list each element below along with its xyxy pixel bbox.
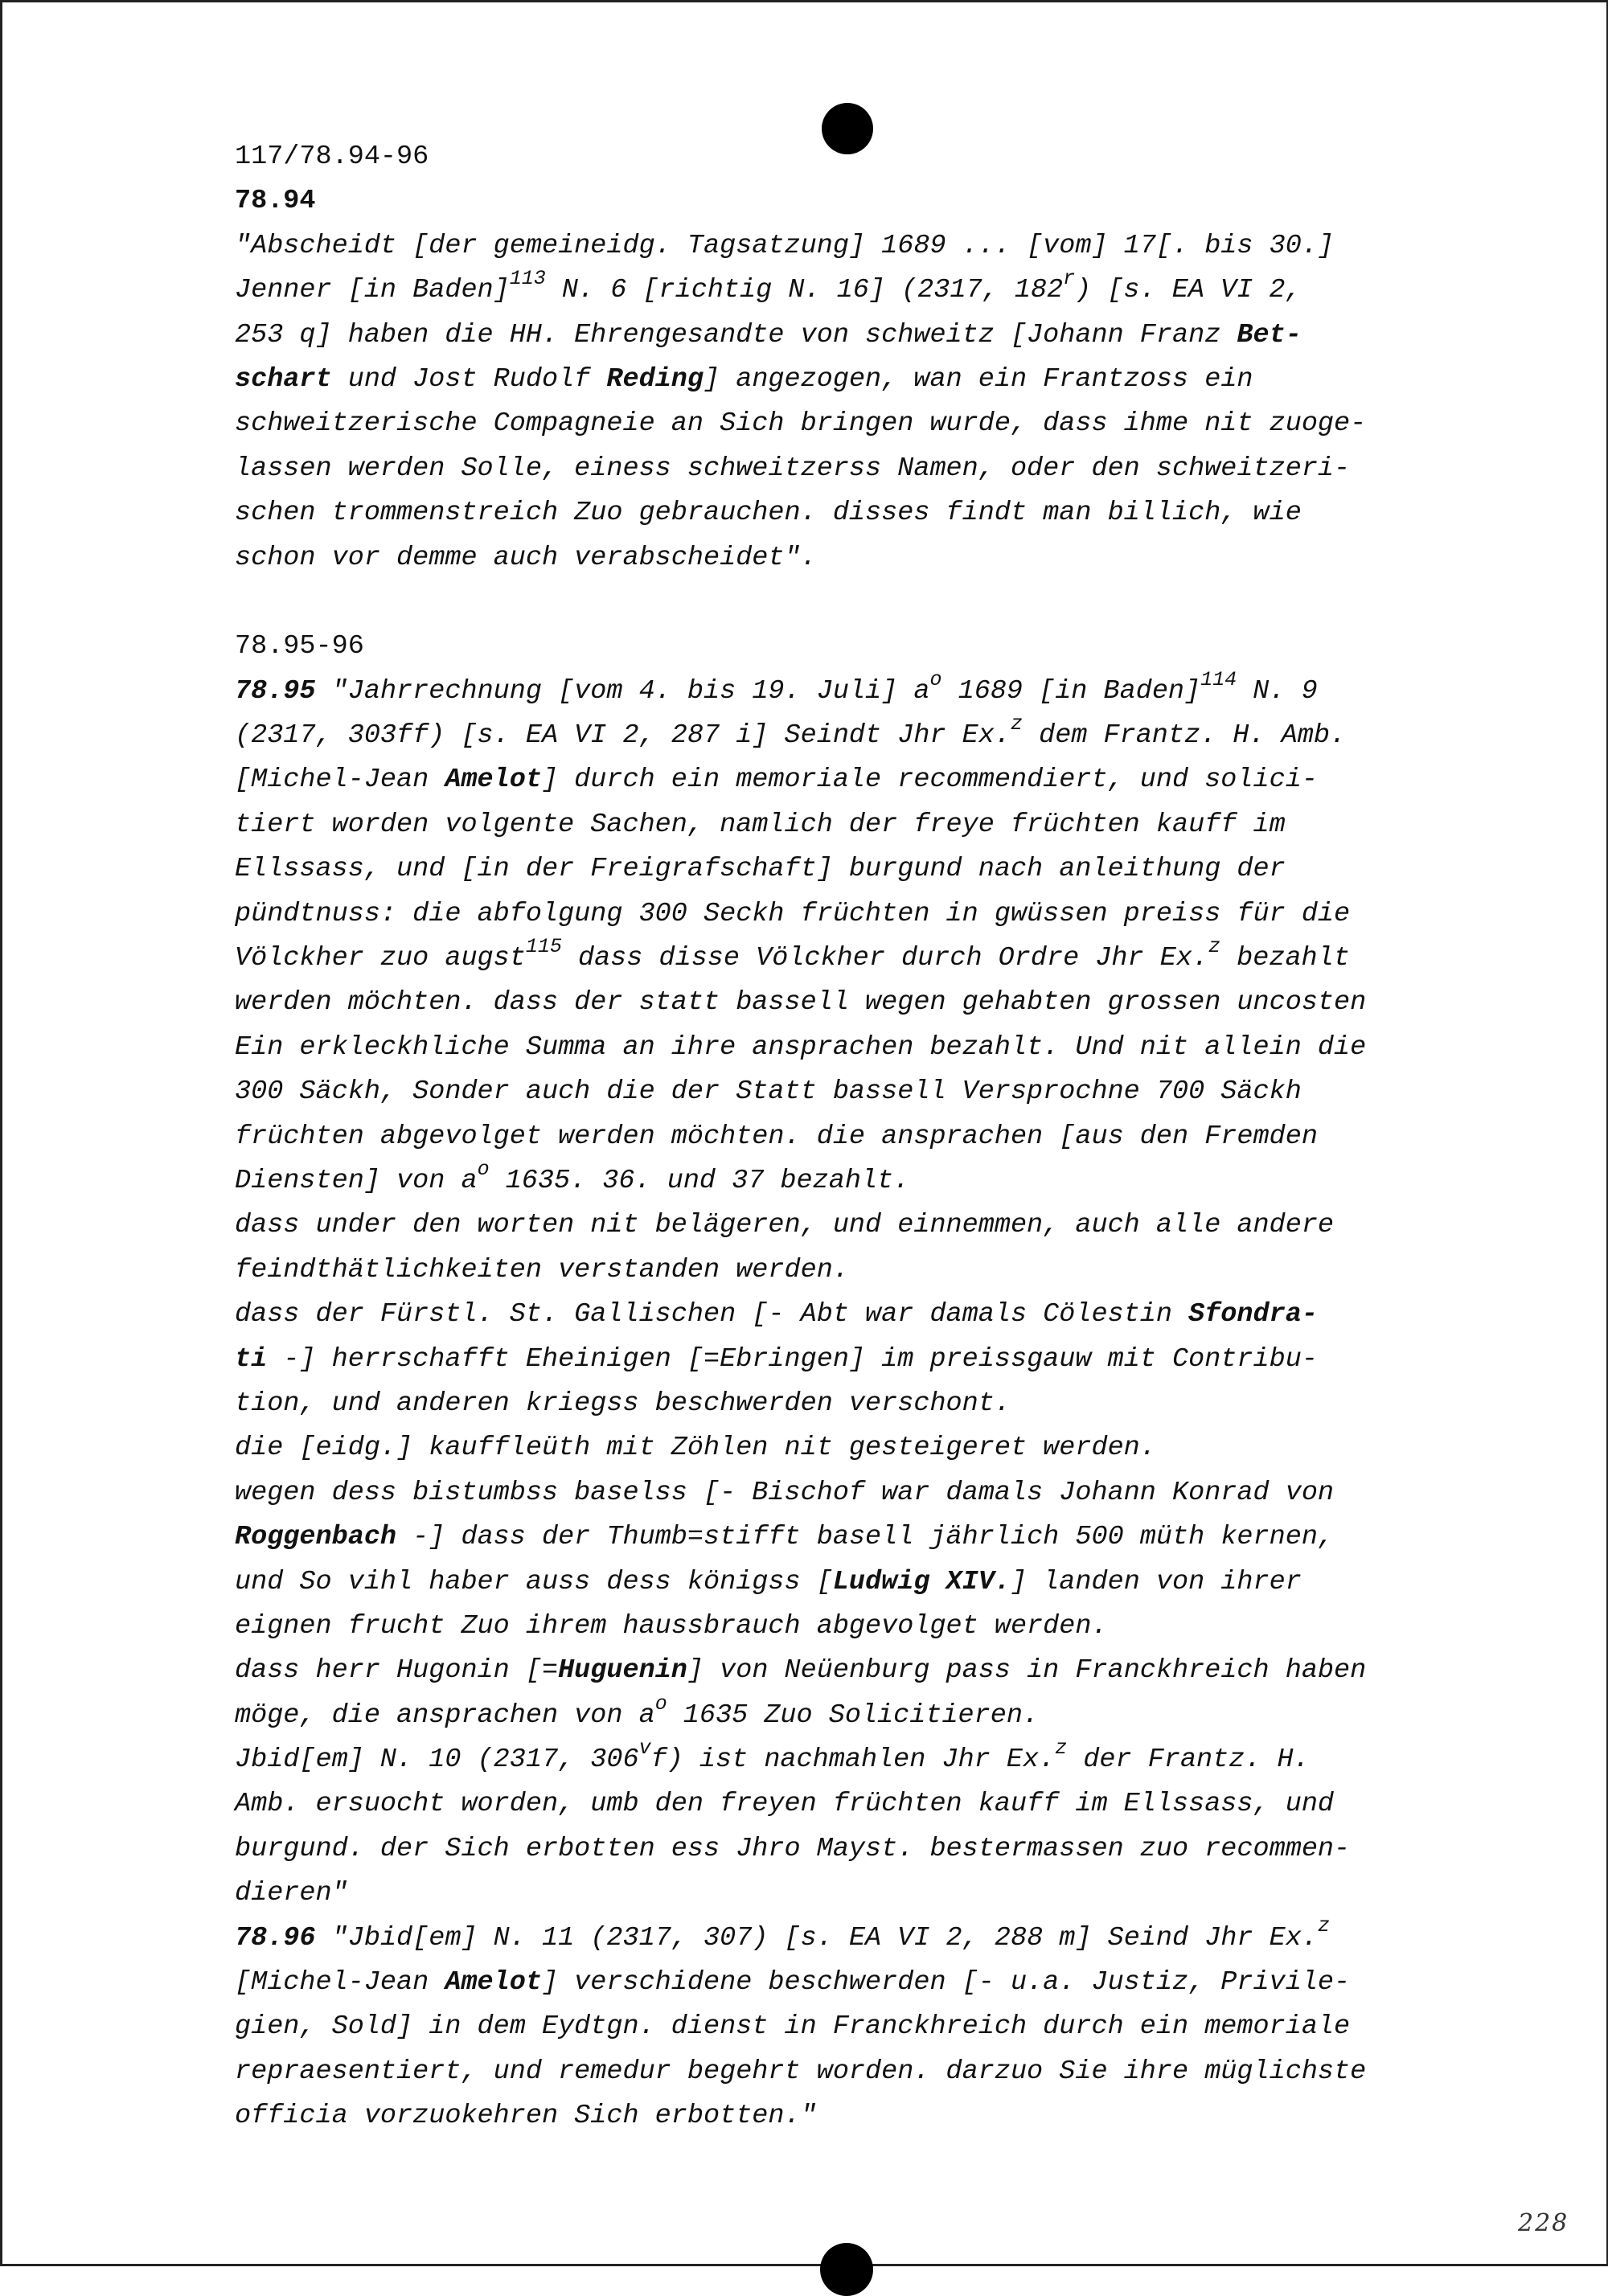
text-line: schart und Jost Rudolf Reding] angezogen, wan ein Frantzoss ein xyxy=(235,363,1253,395)
superscript: z xyxy=(1010,711,1023,736)
bold-name: Huguenin xyxy=(558,1655,687,1687)
text-line: tiert worden volgente Sachen, namlich der freye früchten kauff im xyxy=(235,809,1286,840)
text-line: früchten abgevolget werden möchten. die ansprachen [aus den Fremden xyxy=(235,1121,1318,1152)
text-line: möge, die ansprachen von $a^o$ 1635 Zuo Solicitieren. xyxy=(235,1691,1040,1731)
superscript: 113 xyxy=(509,267,546,291)
text-line: dass herr Hugonin [=Huguenin] von Neüenburg pass in Franckhreich haben xyxy=(235,1655,1367,1687)
text-line: gien, Sold] in dem Eydtgn. dienst in Franckhreich durch ein memoriale xyxy=(235,2011,1351,2043)
text-line: dieren" xyxy=(235,1878,348,1909)
text-line: feindthätlichkeiten verstanden werden. xyxy=(235,1254,849,1285)
text-line: officia vorzuokehren Sich erbotten." xyxy=(235,2101,817,2132)
text-line: [Michel-Jean Amelot] verschidene beschwerden [- u.a. Justiz, Privile- xyxy=(235,1967,1351,1999)
text-line: und So vihl haber auss dess königss [Ludwig XIV.] landen von ihrer xyxy=(235,1566,1302,1597)
text-line: Ein erkleckhliche Summa an ihre ansprachen bezahlt. Und nit allein die xyxy=(235,1031,1367,1063)
bold-name: schart xyxy=(235,363,332,395)
superscript: v xyxy=(638,1736,651,1760)
bold-name: Roggenbach xyxy=(235,1522,397,1553)
handwritten-page-number: 228 xyxy=(1518,2209,1569,2237)
text-line: 78.95 "Jahrrechnung [vom 4. bis 19. Juli] $a^o$ 1689 [in Baden]$^{114}$ N. 9 xyxy=(235,667,1318,707)
punch-hole-bottom xyxy=(820,2243,873,2296)
text-line: schen trommenstreich Zuo gebrauchen. disses findt man billich, wie xyxy=(235,498,1302,529)
text-line: pündtnuss: die abfolgung 300 Seckh früchten in gwüssen preiss für die xyxy=(235,898,1351,929)
text-line: Amb. ersuocht worden, umb den freyen früchten kauff im Ellssass, und xyxy=(235,1789,1335,1820)
bold-name: Sfondra- xyxy=(1188,1299,1318,1330)
bold-name: 78.95 xyxy=(235,675,316,707)
superscript: z xyxy=(1317,1914,1330,1938)
text-line: tion, und anderen kriegss beschwerden verschont. xyxy=(235,1388,1011,1419)
text-line: Völckher zuo augst$^{115}$ dass disse Völckher durch Ordre Jhr Ex.$^z$ bezahlt xyxy=(235,934,1350,974)
paragraph-spacer xyxy=(235,580,1489,625)
text-line: burgund. der Sich erbotten ess Jhro Mayst. bestermassen zuo recommen- xyxy=(235,1833,1351,1864)
text-line: ti -] herrschafft Eheinigen [=Ebringen] im preissgauw mit Contribu- xyxy=(235,1343,1318,1375)
document-body xyxy=(235,135,1489,2139)
text-line: Jenner [in Baden]$^{113}$ N. 6 [richtig N. 16] (2317, 182$^r$) [s. EA VI 2, xyxy=(235,267,1302,306)
section-subheading-78-95-96: 78.95-96 xyxy=(235,631,364,662)
superscript: 114 xyxy=(1200,667,1237,691)
text-line: lassen werden Solle, einess schweitzerss Namen, oder den schweitzeri- xyxy=(235,453,1351,484)
section-heading-78-94: 78.94 xyxy=(235,186,316,217)
text-line: dass under den worten nit belägeren, und einnemmen, auch alle andere xyxy=(235,1210,1335,1241)
superscript: z xyxy=(1055,1736,1068,1760)
text-line: repraesentiert, und remedur begehrt worden. darzuo Sie ihre müglichste xyxy=(235,2056,1367,2087)
bold-name: Amelot xyxy=(445,765,542,796)
bold-name: Ludwig XIV. xyxy=(832,1566,1011,1597)
text-line: Jbid[em] N. 10 (2317, 306$^v$f) ist nachmahlen Jhr Ex.$^z$ der Frantz. H. xyxy=(235,1736,1310,1776)
text-line: "Abscheidt [der gemeineidg. Tagsatzung] 1689 ... [vom] 17[. bis 30.] xyxy=(235,230,1335,261)
text-line: Ellssass, und [in der Freigrafschaft] burgund nach anleithung der xyxy=(235,854,1286,885)
bold-name: 78.96 xyxy=(235,1922,316,1954)
text-line: Diensten] von $a^o$ 1635. 36. und 37 bezahlt. xyxy=(235,1157,910,1196)
bold-name: Amelot xyxy=(445,1967,542,1999)
bold-name: ti xyxy=(235,1343,268,1375)
bold-name: Reding xyxy=(606,363,704,395)
superscript: o xyxy=(654,1691,667,1716)
text-line: werden möchten. dass der statt bassell wegen gehabten grossen uncosten xyxy=(235,987,1367,1019)
text-line: schon vor demme auch verabscheidet". xyxy=(235,542,817,573)
text-line: wegen dess bistumbss baselss [- Bischof war damals Johann Konrad von xyxy=(235,1477,1335,1508)
superscript: 115 xyxy=(525,934,562,958)
text-line: Roggenbach -] dass der Thumb=stifft basell jährlich 500 müth kernen, xyxy=(235,1522,1335,1553)
text-line: eignen frucht Zuo ihrem haussbrauch abgevolget werden. xyxy=(235,1610,1108,1642)
text-line: 300 Säckh, Sonder auch die der Statt bassell Versprochne 700 Säckh xyxy=(235,1076,1302,1108)
text-line: schweitzerische Compagneie an Sich bringen wurde, dass ihme nit zuoge- xyxy=(235,408,1367,440)
superscript: r xyxy=(1063,267,1076,291)
superscript: o xyxy=(929,667,942,691)
document-reference: 117/78.94-96 xyxy=(235,141,429,172)
text-line: dass der Fürstl. St. Gallischen [- Abt war damals Cölestin Sfondra- xyxy=(235,1299,1318,1330)
section-78-95-96-text xyxy=(235,667,1489,2139)
section-78-94-text xyxy=(235,224,1489,580)
text-line: (2317, 303ff) [s. EA VI 2, 287 i] Seindt Jhr Ex.$^z$ dem Frantz. H. Amb. xyxy=(235,711,1347,752)
text-line: [Michel-Jean Amelot] durch ein memoriale recommendiert, und solici- xyxy=(235,765,1318,796)
superscript: o xyxy=(477,1157,490,1181)
text-line: 78.96 "Jbid[em] N. 11 (2317, 307) [s. EA VI 2, 288 m] Seind Jhr Ex.$^z$ xyxy=(235,1914,1330,1954)
bold-name: Bet- xyxy=(1237,319,1302,351)
text-line: 253 q] haben die HH. Ehrengesandte von schweitz [Johann Franz Bet- xyxy=(235,319,1302,351)
text-line: die [eidg.] kauffleüth mit Zöhlen nit gesteigeret werden. xyxy=(235,1433,1156,1464)
superscript: z xyxy=(1208,934,1221,958)
